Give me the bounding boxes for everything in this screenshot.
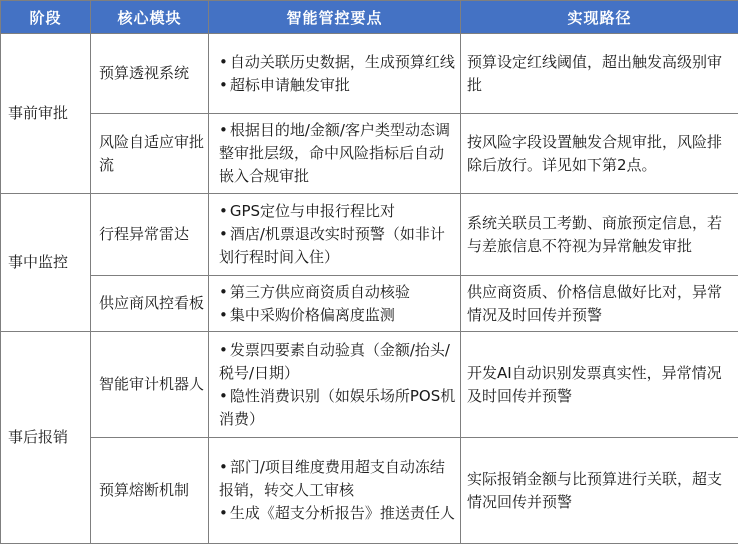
points-cell	[209, 332, 461, 438]
table-row	[1, 34, 738, 114]
bullet-item: • 超标申请触发审批	[219, 75, 350, 94]
module-cell: 风险自适应审批流	[91, 114, 209, 194]
header-points: 智能管控要点	[209, 1, 461, 34]
bullet-item: • 发票四要素自动验真（金额/抬头/税号/日期）	[219, 340, 450, 382]
table-row	[1, 114, 738, 194]
points-cell	[209, 276, 461, 332]
module-cell: 供应商风控看板	[91, 276, 209, 332]
points-cell	[209, 438, 461, 544]
path-cell: 预算设定红线阈值，超出触发高级别审批	[461, 34, 738, 114]
points-cell	[209, 194, 461, 276]
module-cell: 预算熔断机制	[91, 438, 209, 544]
stage-cell: 事中监控	[1, 194, 91, 332]
header-path: 实现路径	[461, 1, 738, 34]
bullet-item: • 生成《超支分析报告》推送责任人	[219, 504, 455, 522]
bullet-item: • 自动关联历史数据，生成预算红线	[219, 52, 455, 71]
path-cell: 按风险字段设置触发合规审批，风险排除后放行。详见如下第2点。	[461, 114, 738, 194]
bullet-item: • 第三方供应商资质自动核验	[219, 282, 410, 301]
stage-cell: 事后报销	[1, 332, 91, 544]
bullet-item: • GPS定位与申报行程比对	[219, 202, 396, 220]
table-row	[1, 194, 738, 276]
table-row	[1, 276, 738, 332]
header-row	[1, 1, 738, 34]
table-row	[1, 332, 738, 438]
module-cell: 智能审计机器人	[91, 332, 209, 438]
stage-cell: 事前审批	[1, 34, 91, 194]
bullet-item: • 根据目的地/金额/客户类型动态调整审批层级，命中风险指标后自动嵌入合规审批	[219, 121, 450, 185]
module-cell: 预算透视系统	[91, 34, 209, 114]
header-stage: 阶段	[1, 1, 91, 34]
points-cell	[209, 114, 461, 194]
bullet-item: • 隐性消费识别（如娱乐场所POS机消费）	[219, 386, 456, 428]
bullet-item: • 集中采购价格偏离度监测	[219, 305, 395, 324]
path-cell: 实际报销金额与比预算进行关联，超支情况回传并预警	[461, 438, 738, 544]
bullet-item: • 部门/项目维度费用超支自动冻结报销，转交人工审核	[219, 458, 445, 499]
path-cell: 供应商资质、价格信息做好比对，异常情况及时回传并预警	[461, 276, 738, 332]
header-module: 核心模块	[91, 1, 209, 34]
table-row	[1, 438, 738, 544]
bullet-item: • 酒店/机票退改实时预警（如非计划行程时间入住）	[219, 225, 445, 266]
path-cell: 开发AI自动识别发票真实性，异常情况及时回传并预警	[461, 332, 738, 438]
path-cell: 系统关联员工考勤、商旅预定信息，若与差旅信息不符视为异常触发审批	[461, 194, 738, 276]
module-cell: 行程异常雷达	[91, 194, 209, 276]
points-cell	[209, 34, 461, 114]
